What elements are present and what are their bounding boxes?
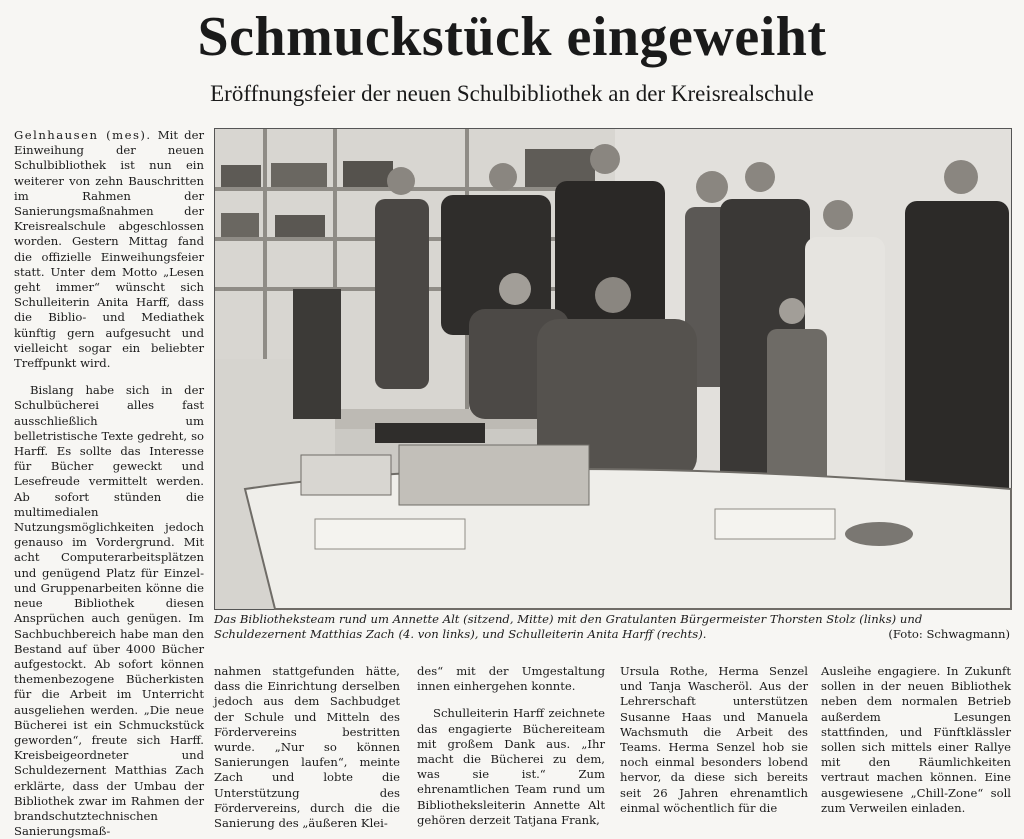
paragraph: Bislang habe sich in der Schulbücherei alles fast ausschließlich um belletristische Texte gedreht, so Harff. Es sollte das Interesse für Bücher geweckt und Lesefreude vermittelt werden. Ab sofort stünden die multimedialen Nutzungsmöglichkeiten jedoch genauso im Vordergrund. Mit acht Computerarbeitsplätzen und genügend Platz für Einzel- und Gruppenarbeiten könne die neue Bibliothek diesen Ansprüchen auch genügen. Im Sachbuchbereich habe man den Bestand auf über 4000 Bücher aufgestockt. Ab sofort können themenbezogene Bücherkisten für die Arbeit im Unterricht ausgeliehen werden. „Die neue Bücherei ist ein Schmuckstück geworden“, freute sich Harff. Kreisbeigeordneter und Schuldezernent Matthias Zach erklärte, dass der Umbau der Bibliothek zwar im Rahmen der brandschutztechnischen Sanierungsmaß-	[14, 383, 204, 839]
lead-text: Mit der Einweihung der neuen Schulbibliothek ist nun ein weiterer von zehn Bauschritten im Rahmen der Sanierungsmaßnahmen der Kreisrealschule abgeschlossen worden. Gestern Mittag fand die offizielle Einweihungsfeier statt. Unter dem Motto „Lesen geht immer“ wünscht sich Schulleiterin Anita Harff, dass die Biblio- und Mediathek künftig gern aufgesucht und vielleicht sogar ein beliebter Treffpunkt wird.	[14, 128, 204, 371]
photo-caption	[214, 612, 1010, 642]
lead-paragraph	[14, 128, 204, 371]
paragraph: Schulleiterin Harff zeichnete das engagierte Büchereiteam mit großem Dank aus. „Ihr macht die Bücherei zu dem, was sie ist.“ Zum ehrenamtlichen Team rund um Bibliotheksleiterin Annette Alt gehören derzeit Tatjana Frank,	[417, 706, 605, 827]
paragraph: Ursula Rothe, Herma Senzel und Tanja Wascheröl. Aus der Lehrerschaft unterstützen Susanne Haas und Manuela Wachsmuth die Arbeit des Teams. Herma Senzel hob sie noch einmal besonders lobend hervor, da diese sich bereits seit 26 Jahren ehrenamtlich einmal wöchentlich für die	[620, 664, 808, 815]
paragraph: nahmen stattgefunden hätte, dass die Einrichtung derselben jedoch aus dem Sachbudget der Schule und Mitteln des Fördervereins bestritten wurde. „Nur so können Sanierungen laufen“, meinte Zach und lobte die Unterstützung des Fördervereins, durch die die Sanierung des „äußeren Klei-	[214, 664, 400, 831]
subheadline: Eröffnungsfeier der neuen Schulbibliothek an der Kreisrealschule	[210, 81, 814, 106]
article-column-3	[417, 664, 605, 827]
caption-text: Das Bibliotheksteam rund um Annette Alt (sitzend, Mitte) mit den Gratulanten Bürgermeister Thorsten Stolz (links) und Schuldezernent Matthias Zach (4. von links), und Schulleiterin Anita Harff (rechts).	[214, 612, 923, 641]
dateline: Gelnhausen (mes).	[14, 128, 152, 142]
article-column-5	[821, 664, 1011, 824]
paragraph: des“ mit der Umgestaltung innen einhergehen konnte.	[417, 664, 605, 694]
photo-credit: (Foto: Schwagmann)	[888, 627, 1010, 641]
article-column-2	[214, 664, 400, 831]
photo-illustration	[215, 129, 1011, 609]
paragraph: Ausleihe engagiere. In Zukunft sollen in der neuen Bibliothek neben dem normalen Betrieb außerdem Lesungen stattfinden, und Fünftklässler sollen sich mittels einer Rallye mit den Räumlichkeiten vertraut machen können. Eine ausgewiesene „Chill-Zone“ soll zum Verweilen einladen.	[821, 664, 1011, 815]
headline: Schmuckstück eingeweiht	[197, 6, 827, 68]
article-photo	[214, 128, 1012, 610]
article-column-4	[620, 664, 808, 824]
article-column-1	[14, 128, 204, 839]
